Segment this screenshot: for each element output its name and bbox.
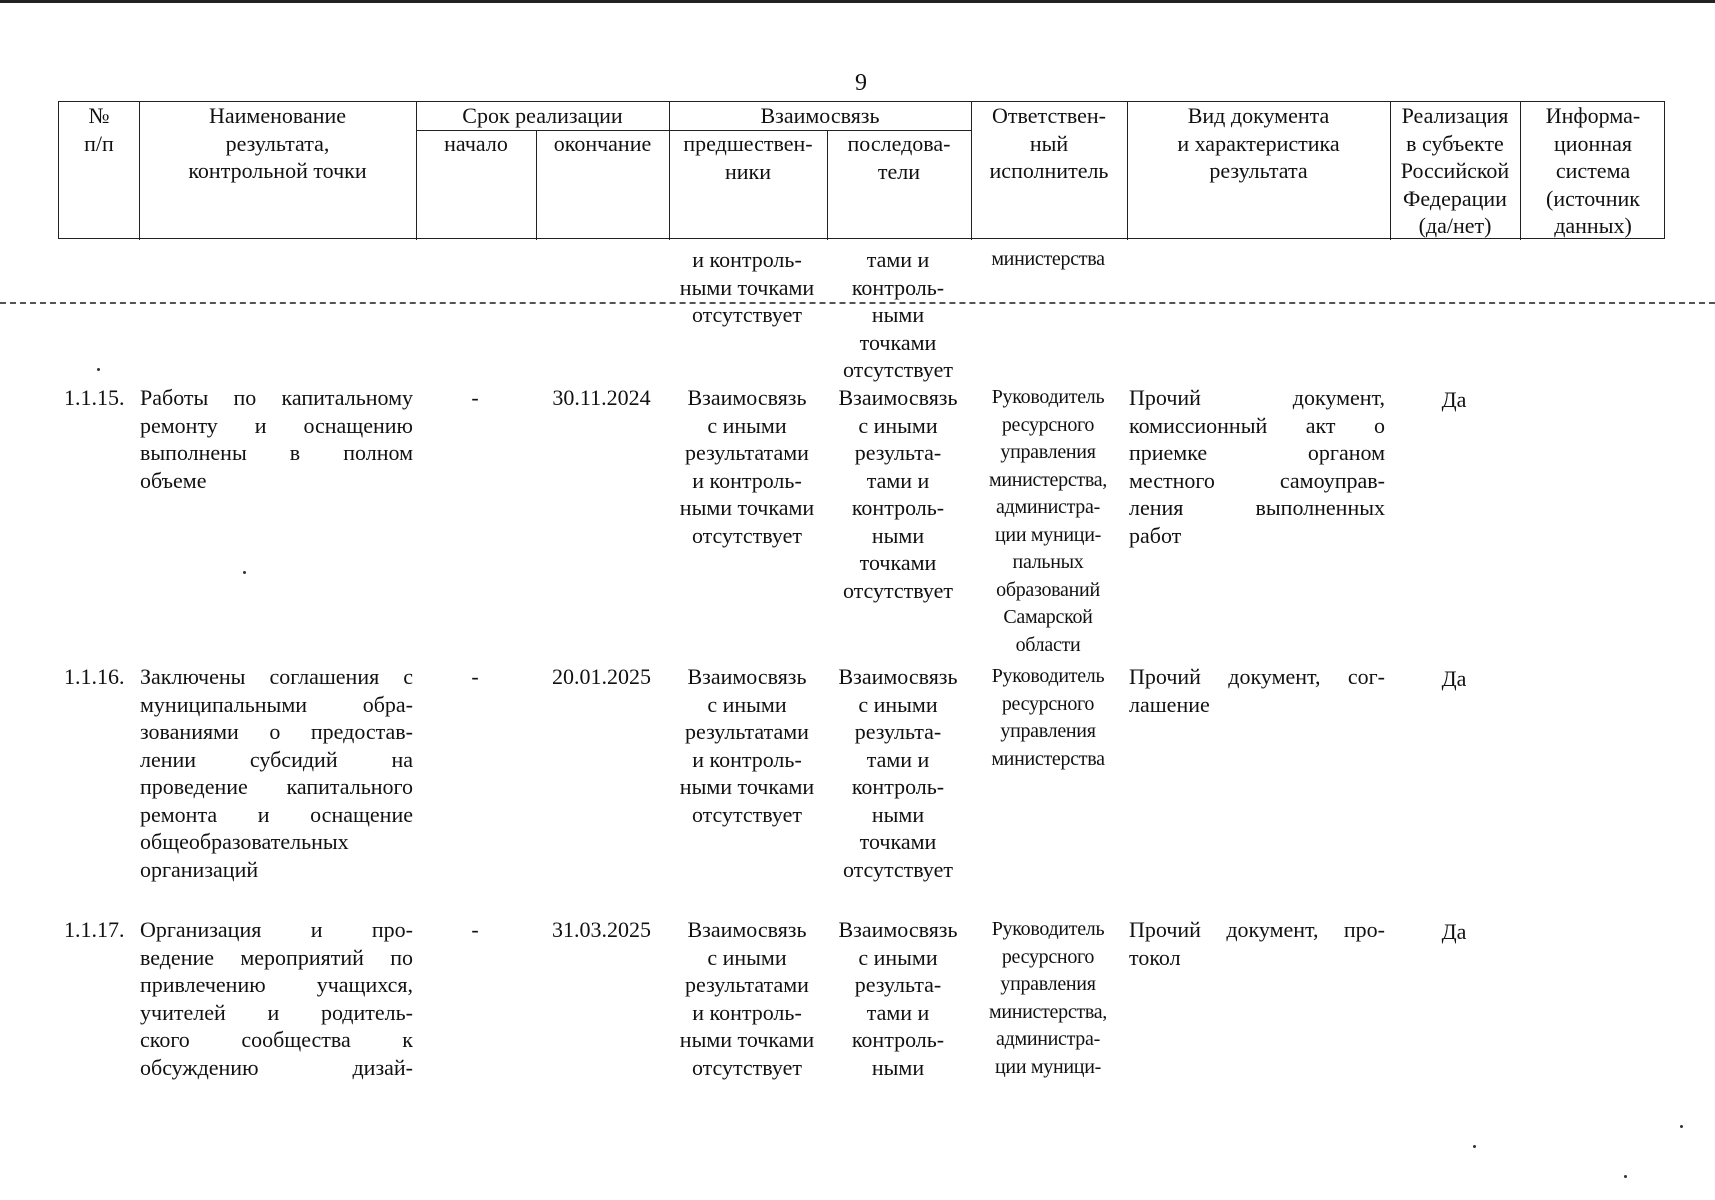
table-header xyxy=(58,101,1665,239)
carry-link-next: тами и контроль- ными точками отсутствует xyxy=(842,247,954,382)
page-number: 9 xyxy=(855,70,867,96)
row-number: 1.1.17. xyxy=(64,917,125,942)
carry-responsible: министерства xyxy=(991,248,1105,270)
scan-speck xyxy=(243,571,246,574)
scan-speck xyxy=(97,368,100,371)
carry-link-prev: и контроль- ными точками отсутствует xyxy=(679,247,815,327)
row-name: Работы по капитальному ремонту и оснащению выполнены в полном объеме xyxy=(140,385,413,493)
scan-speck xyxy=(1680,1125,1683,1128)
header-number: № п/п xyxy=(84,103,114,156)
row-link-prev: Взаимосвязь с иными результатами и контроль- ными точками отсутствует xyxy=(679,917,815,1080)
header-term: Срок реализации xyxy=(462,103,623,128)
row-number: 1.1.15. xyxy=(64,385,125,410)
row-end: 20.01.2025 xyxy=(552,664,651,689)
row-region: Да xyxy=(1441,666,1467,691)
header-document: Вид документа и характеристика результата xyxy=(1177,103,1340,183)
row-link-prev: Взаимосвязь с иными результатами и контроль- ными точками отсутствует xyxy=(679,385,815,548)
row-number: 1.1.16. xyxy=(64,664,125,689)
row-responsible: Руководитель ресурсного управления министерства xyxy=(991,665,1105,770)
row-name: Заключены соглашения с муниципальными обра- зованиями о предостав- лении субсидий на проведение капитального ремонта и оснащение общеобразовательных организаций xyxy=(140,664,413,882)
row-link-next: Взаимосвязь с иными результа- тами и контроль- ными точками отсутствует xyxy=(838,385,958,603)
row-link-next: Взаимосвязь с иными результа- тами и контроль- ными точками отсутствует xyxy=(838,664,958,882)
scan-speck xyxy=(1624,1175,1627,1178)
row-name: Организация и про- ведение мероприятий по привлечению учащихся, учителей и родитель- ского сообщества к обсуждению дизай- xyxy=(140,917,413,1080)
header-link-next: последова- тели xyxy=(847,131,951,184)
header-link: Взаимосвязь xyxy=(760,103,880,128)
header-term-start: начало xyxy=(444,131,508,156)
row-region: Да xyxy=(1441,919,1467,944)
row-link-next: Взаимосвязь с иными результа- тами и контроль- ными xyxy=(838,917,958,1080)
row-link-prev: Взаимосвязь с иными результатами и контроль- ными точками отсутствует xyxy=(679,664,815,827)
page-cut-line xyxy=(0,302,1715,304)
header-info-system: Информа- ционная система (источник данных) xyxy=(1545,103,1641,238)
row-end: 30.11.2024 xyxy=(552,385,651,410)
row-responsible: Руководитель ресурсного управления министерства, администра- ции муници- xyxy=(988,918,1108,1078)
row-responsible: Руководитель ресурсного управления министерства, администра- ции муници- пальных образований Самарской области xyxy=(988,386,1108,656)
row-document: Прочий документ, сог- лашение xyxy=(1129,664,1385,717)
row-document: Прочий документ, про- токол xyxy=(1129,917,1385,970)
header-name: Наименование результата, контрольной точки xyxy=(188,103,367,183)
row-start: - xyxy=(471,385,479,410)
row-start: - xyxy=(471,917,479,942)
header-region: Реализация в субъекте Российской Федерации (да/нет) xyxy=(1400,103,1510,238)
header-term-end: окончание xyxy=(553,131,652,156)
row-start: - xyxy=(471,664,479,689)
header-link-prev: предшествен- ники xyxy=(683,131,813,184)
row-end: 31.03.2025 xyxy=(552,917,651,942)
row-document: Прочий документ, комиссионный акт о приемке органом местного самоуправ- ления выполненных работ xyxy=(1129,385,1385,548)
scan-top-border xyxy=(0,0,1715,3)
header-responsible: Ответствен- ный исполнитель xyxy=(989,103,1109,183)
row-region: Да xyxy=(1441,387,1467,412)
scan-speck xyxy=(1473,1145,1476,1148)
